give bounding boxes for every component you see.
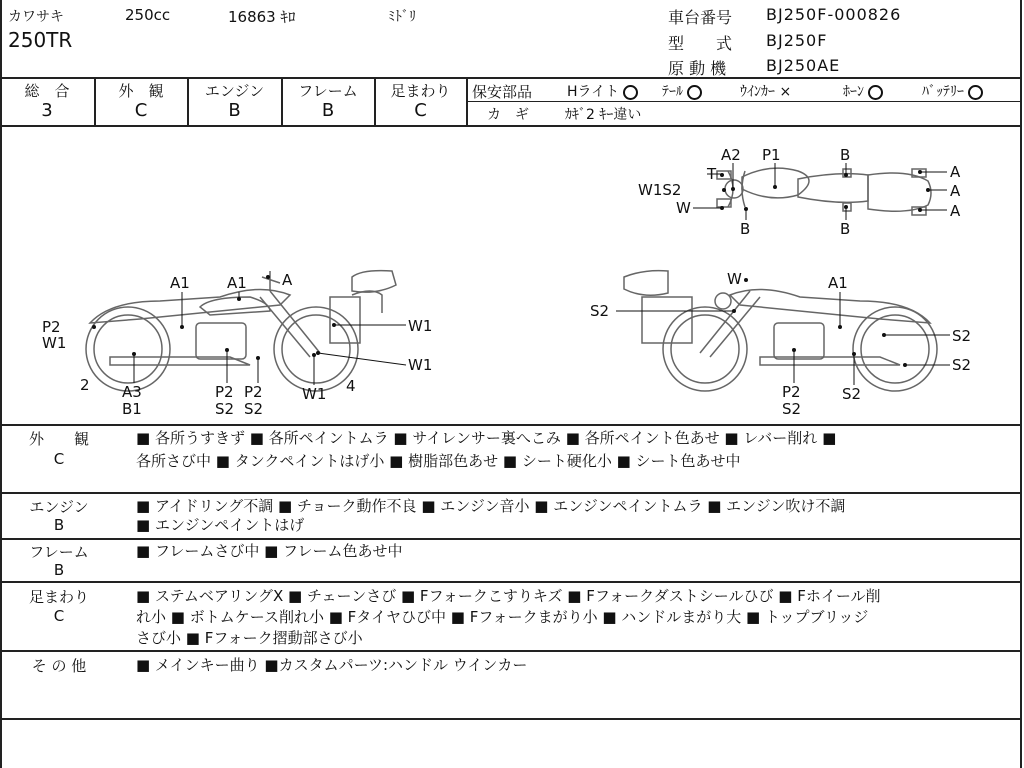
marker-label: A [950,182,961,200]
section-other-title: そ の 他 [31,657,87,675]
marker-label: B1 [122,400,142,418]
safety-winker: ｳｲﾝｶｰ × [740,84,792,100]
divider-other [0,718,1022,720]
marker-label: W1 [408,356,433,374]
marker-label: S2 [842,385,862,403]
marker-label: W [727,270,742,288]
marker-label: A1 [227,274,247,292]
section-suspension-line: ■ ステムベアリングX ■ チェーンさび ■ Fフォークこすりキズ ■ Fフォークダストシールひび ■ Fホイール削 [136,587,881,605]
score-engine-value: B [228,100,241,121]
section-frame-title: フレーム [29,543,89,561]
key-value: ｶｷﾞ2 ｷｰ違い [565,107,642,123]
model-name: 250TR [8,28,73,52]
section-engine-line: ■ エンジンペイントはげ [136,516,305,534]
marker-label: B [840,146,851,164]
section-other-line: ■ メインキー曲り ■カスタムパーツ:ハンドル ウインカー [136,656,528,674]
score-frame-value: B [321,100,335,121]
score-exterior-value: C [134,100,148,121]
section-exterior-line: 各所さび中 ■ タンクペイントはげ小 ■ 樹脂部色あせ ■ シート硬化小 ■ シート色あせ中 [136,452,741,470]
section-suspension-title: 足まわり [28,588,89,606]
marker-label: T [707,165,717,183]
marker-label: B [840,220,851,238]
bike-top-view [717,168,931,215]
marker-label: 2 [80,376,90,394]
marker-label: S2 [952,327,972,345]
engine-model-value: BJ250AE [766,56,841,75]
top-view-markers [638,146,961,238]
type-value: BJ250F [766,31,828,50]
score-suspension-value: C [414,100,427,121]
section-suspension-line: さび小 ■ Fフォーク摺動部さび小 [136,629,363,647]
damage-diagram [0,127,1020,423]
section-engine-grade: B [53,516,65,534]
marker-label: W1S2 [638,181,682,199]
section-suspension-line: れ小 ■ ボトムケース削れ小 ■ Fタイヤひび中 ■ Fフォークまがり小 ■ ハンドルまがり大 ■ トップブリッジ [136,608,869,626]
marker-label: S2 [215,400,235,418]
left-view-markers [42,271,432,418]
score-suspension-label: 足まわり [390,82,451,100]
engine-model-label: 原 動 機 [668,59,727,78]
section-frame-grade: B [53,561,65,579]
color: ﾐﾄﾞﾘ [388,9,416,25]
marker-label: W1 [42,334,67,352]
safety-tail: ﾃｰﾙ [662,81,702,101]
divider-header [0,77,1022,79]
type-label: 型 式 [668,34,733,53]
safety-battery: ﾊﾞｯﾃﾘｰ [922,81,983,101]
divider-frame [0,581,1022,583]
marker-label: S2 [244,400,264,418]
marker-label: B [740,220,751,238]
bike-right-view [624,271,937,391]
marker-label: A [950,163,961,181]
marker-label: P2 [782,383,801,401]
marker-label: P2 [42,318,61,336]
marker-label: W1 [302,385,327,403]
marker-label: S2 [782,400,802,418]
safety-horn: ﾎｰﾝ [843,81,883,101]
marker-label: W1 [408,317,433,335]
marker-label: W [676,199,691,217]
section-exterior-line: ■ 各所うすきず ■ 各所ペイントムラ ■ サイレンサー裏へこみ ■ 各所ペイント色あせ ■ レバー削れ ■ [136,429,837,447]
ok-mark-icon [968,85,983,100]
safety-label: 保安部品 [472,83,533,101]
marker-label: A2 [721,146,741,164]
marker-label: A1 [170,274,190,292]
mileage: 16863 ｷﾛ [228,8,296,26]
score-frame-label: フレーム [298,82,358,100]
score-overall-label: 総 合 [24,82,70,100]
divider-exterior [0,492,1022,494]
marker-label: S2 [952,356,972,374]
marker-label: A [282,271,293,289]
frame-right [1020,0,1022,768]
marker-label: 4 [346,377,356,395]
marker-label: S2 [590,302,610,320]
displacement: 250cc [125,6,171,24]
divider-diagram [0,424,1022,426]
safety-headlight: Hライト [567,81,638,101]
safety-divider [466,101,1022,102]
key-label: カ ギ [487,107,529,123]
divider-suspension [0,650,1022,652]
ng-mark-icon: × [779,84,792,100]
section-engine-title: エンジン [29,498,89,516]
section-exterior-title: 外 観 [28,430,89,448]
section-suspension-grade: C [53,607,65,625]
ok-mark-icon [687,85,702,100]
marker-label: P2 [244,383,263,401]
maker: カワサキ [8,9,64,25]
marker-label: A [950,202,961,220]
section-exterior-grade: C [53,450,65,468]
score-exterior-label: 外 観 [118,82,164,100]
marker-label: P1 [762,146,781,164]
score-overall-value: 3 [41,100,53,121]
ok-mark-icon [868,85,883,100]
marker-label: A3 [122,383,142,401]
ok-mark-icon [623,85,638,100]
marker-label: A1 [828,274,848,292]
score-engine-label: エンジン [204,82,265,100]
marker-label: P2 [215,383,234,401]
chassis-label: 車台番号 [668,8,733,27]
section-engine-line: ■ アイドリング不調 ■ チョーク動作不良 ■ エンジン音小 ■ エンジンペイントムラ ■ エンジン吹け不調 [136,497,846,515]
chassis-value: BJ250F-000826 [766,5,902,24]
section-frame-line: ■ フレームさび中 ■ フレーム色あせ中 [136,542,403,560]
